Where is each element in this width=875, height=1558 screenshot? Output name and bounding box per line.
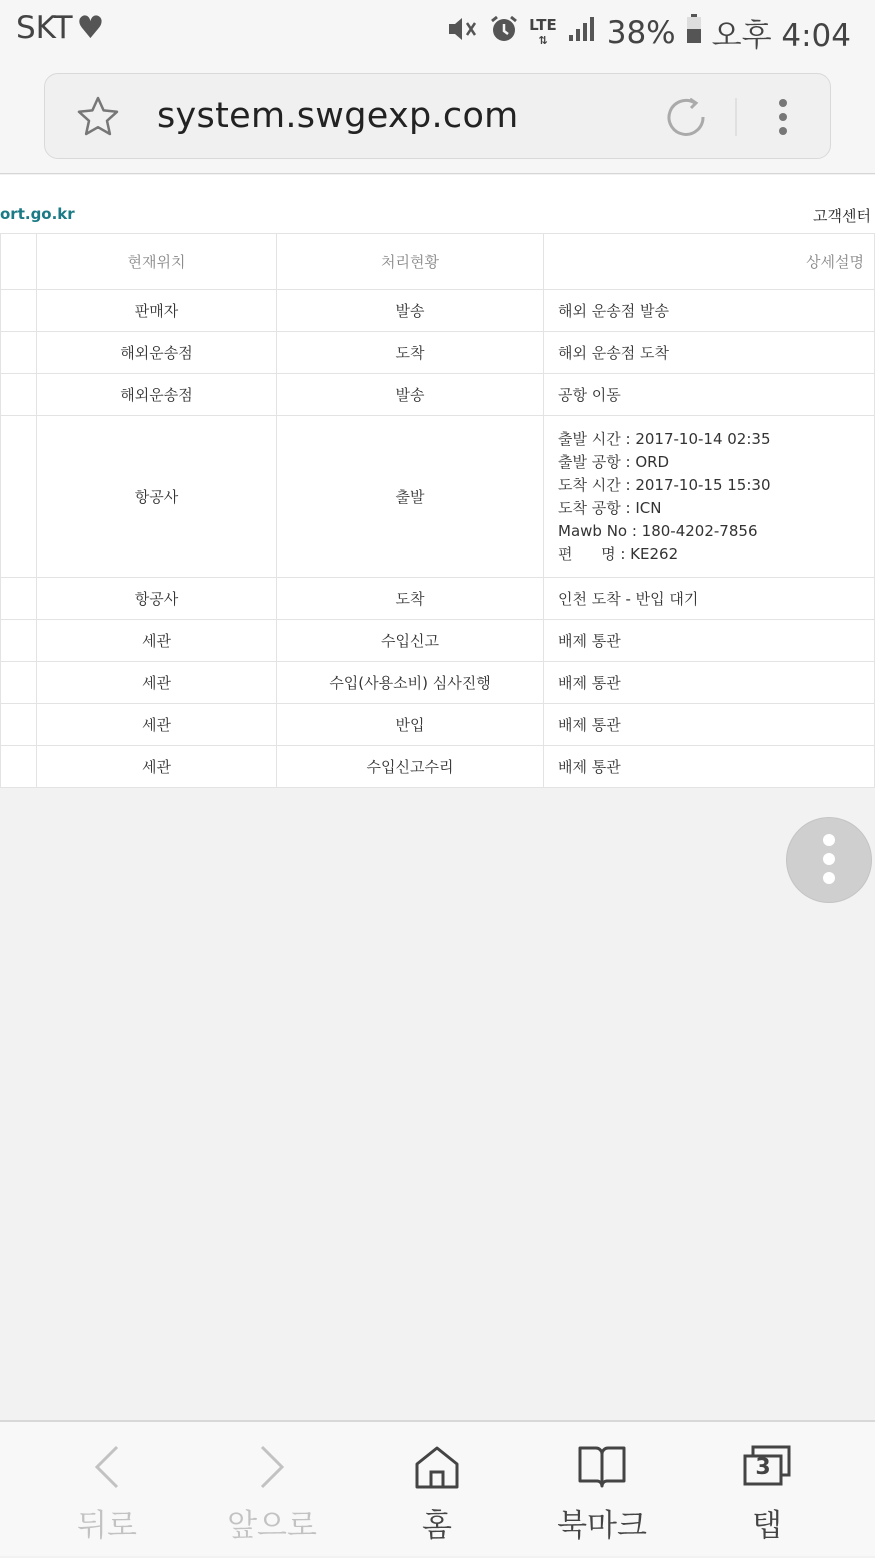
browser-toolbar xyxy=(0,62,875,174)
forward-label: 앞으로 xyxy=(227,1508,317,1544)
tabs-button[interactable] xyxy=(692,1422,842,1558)
more-options-icon[interactable] xyxy=(775,96,791,138)
cell-location: 해외운송점 xyxy=(37,332,277,374)
row-gutter xyxy=(1,662,37,704)
tab-count: 3 xyxy=(755,1455,771,1480)
tracking-table xyxy=(0,233,875,788)
address-bar[interactable] xyxy=(44,73,831,159)
lte-indicator: LTE ⇅ xyxy=(529,15,557,47)
cell-status: 반입 xyxy=(277,704,544,746)
cell-status: 도착 xyxy=(277,578,544,620)
mute-vibrate-icon xyxy=(445,14,479,51)
table-row xyxy=(1,374,875,416)
cell-detail: 배제 통관 xyxy=(544,662,875,704)
cell-location: 세관 xyxy=(37,704,277,746)
cell-location: 세관 xyxy=(37,746,277,788)
detail-line: 도착 공항 : ICN xyxy=(558,498,662,517)
cell-detail-flight xyxy=(544,416,875,578)
cell-location: 해외운송점 xyxy=(37,374,277,416)
bookmark-label: 북마크 xyxy=(557,1508,647,1544)
header-detail: 상세설명 xyxy=(544,234,875,290)
header-cell-empty xyxy=(1,234,37,290)
detail-line: Mawb No : 180-4202-7856 xyxy=(558,521,758,540)
detail-line: 편 명 : KE262 xyxy=(558,544,679,563)
row-gutter xyxy=(1,620,37,662)
cell-detail: 해외 운송점 발송 xyxy=(544,290,875,332)
cell-status: 발송 xyxy=(277,290,544,332)
signal-icon xyxy=(567,15,597,51)
menu-dot-icon xyxy=(823,872,835,884)
detail-line: 출발 공항 : ORD xyxy=(558,452,670,471)
cell-detail: 배제 통관 xyxy=(544,620,875,662)
table-row xyxy=(1,746,875,788)
floating-menu-button[interactable] xyxy=(786,817,872,903)
toolbar-divider xyxy=(735,98,737,136)
tabs-icon xyxy=(741,1444,793,1490)
status-bar xyxy=(0,0,875,62)
cell-location: 항공사 xyxy=(37,416,277,578)
cell-detail: 배제 통관 xyxy=(544,746,875,788)
table-row xyxy=(1,662,875,704)
customer-center-link[interactable]: 고객센터 xyxy=(813,207,871,225)
row-gutter xyxy=(1,290,37,332)
web-page xyxy=(0,175,875,788)
cell-status: 수입(사용소비) 심사진행 xyxy=(277,662,544,704)
header-status: 처리현황 xyxy=(277,234,544,290)
cell-location: 판매자 xyxy=(37,290,277,332)
row-gutter xyxy=(1,374,37,416)
cell-detail: 인천 도착 - 반입 대기 xyxy=(544,578,875,620)
table-row xyxy=(1,704,875,746)
menu-dot-icon xyxy=(823,853,835,865)
cell-status: 수입신고 xyxy=(277,620,544,662)
cell-status: 수입신고수리 xyxy=(277,746,544,788)
table-row xyxy=(1,578,875,620)
detail-line: 도착 시간 : 2017-10-15 15:30 xyxy=(558,475,771,494)
cell-location: 항공사 xyxy=(37,578,277,620)
clock: 오후 4:04 xyxy=(711,18,851,54)
cell-location: 세관 xyxy=(37,620,277,662)
heart-icon: ♥ xyxy=(76,10,105,46)
lte-label: LTE xyxy=(529,15,557,34)
table-header xyxy=(1,234,875,290)
carrier-area xyxy=(16,10,104,46)
chevron-right-icon xyxy=(246,1444,298,1490)
table-row xyxy=(1,416,875,578)
cell-status: 발송 xyxy=(277,374,544,416)
home-icon xyxy=(411,1444,463,1490)
back-button[interactable] xyxy=(32,1422,182,1558)
header-location: 현재위치 xyxy=(37,234,277,290)
url-text[interactable]: system.swgexp.com xyxy=(157,96,519,136)
home-label: 홈 xyxy=(422,1508,452,1544)
reload-icon[interactable] xyxy=(663,94,709,140)
table-row xyxy=(1,290,875,332)
battery-percent: 38% xyxy=(606,14,676,51)
cell-detail: 배제 통관 xyxy=(544,704,875,746)
table-row xyxy=(1,620,875,662)
cell-detail: 공항 이동 xyxy=(544,374,875,416)
back-label: 뒤로 xyxy=(77,1508,137,1544)
bookmark-star-icon[interactable] xyxy=(75,94,121,140)
row-gutter xyxy=(1,578,37,620)
cell-location: 세관 xyxy=(37,662,277,704)
alarm-icon xyxy=(489,14,519,51)
chevron-left-icon xyxy=(81,1444,133,1490)
bottom-navigation xyxy=(0,1420,875,1556)
bookmark-button[interactable] xyxy=(527,1422,677,1558)
carrier-label: SKT xyxy=(16,10,73,46)
status-icons xyxy=(445,10,851,55)
row-gutter xyxy=(1,332,37,374)
row-gutter xyxy=(1,704,37,746)
battery-icon xyxy=(686,14,702,52)
detail-line: 출발 시간 : 2017-10-14 02:35 xyxy=(558,429,771,448)
site-link[interactable]: ort.go.kr xyxy=(0,205,75,223)
tabs-label: 탭 xyxy=(752,1508,782,1544)
table-row xyxy=(1,332,875,374)
row-gutter xyxy=(1,416,37,578)
cell-status: 도착 xyxy=(277,332,544,374)
cell-detail: 해외 운송점 도착 xyxy=(544,332,875,374)
menu-dot-icon xyxy=(823,834,835,846)
book-open-icon xyxy=(576,1444,628,1490)
forward-button[interactable] xyxy=(197,1422,347,1558)
home-button[interactable] xyxy=(362,1422,512,1558)
row-gutter xyxy=(1,746,37,788)
cell-status: 출발 xyxy=(277,416,544,578)
